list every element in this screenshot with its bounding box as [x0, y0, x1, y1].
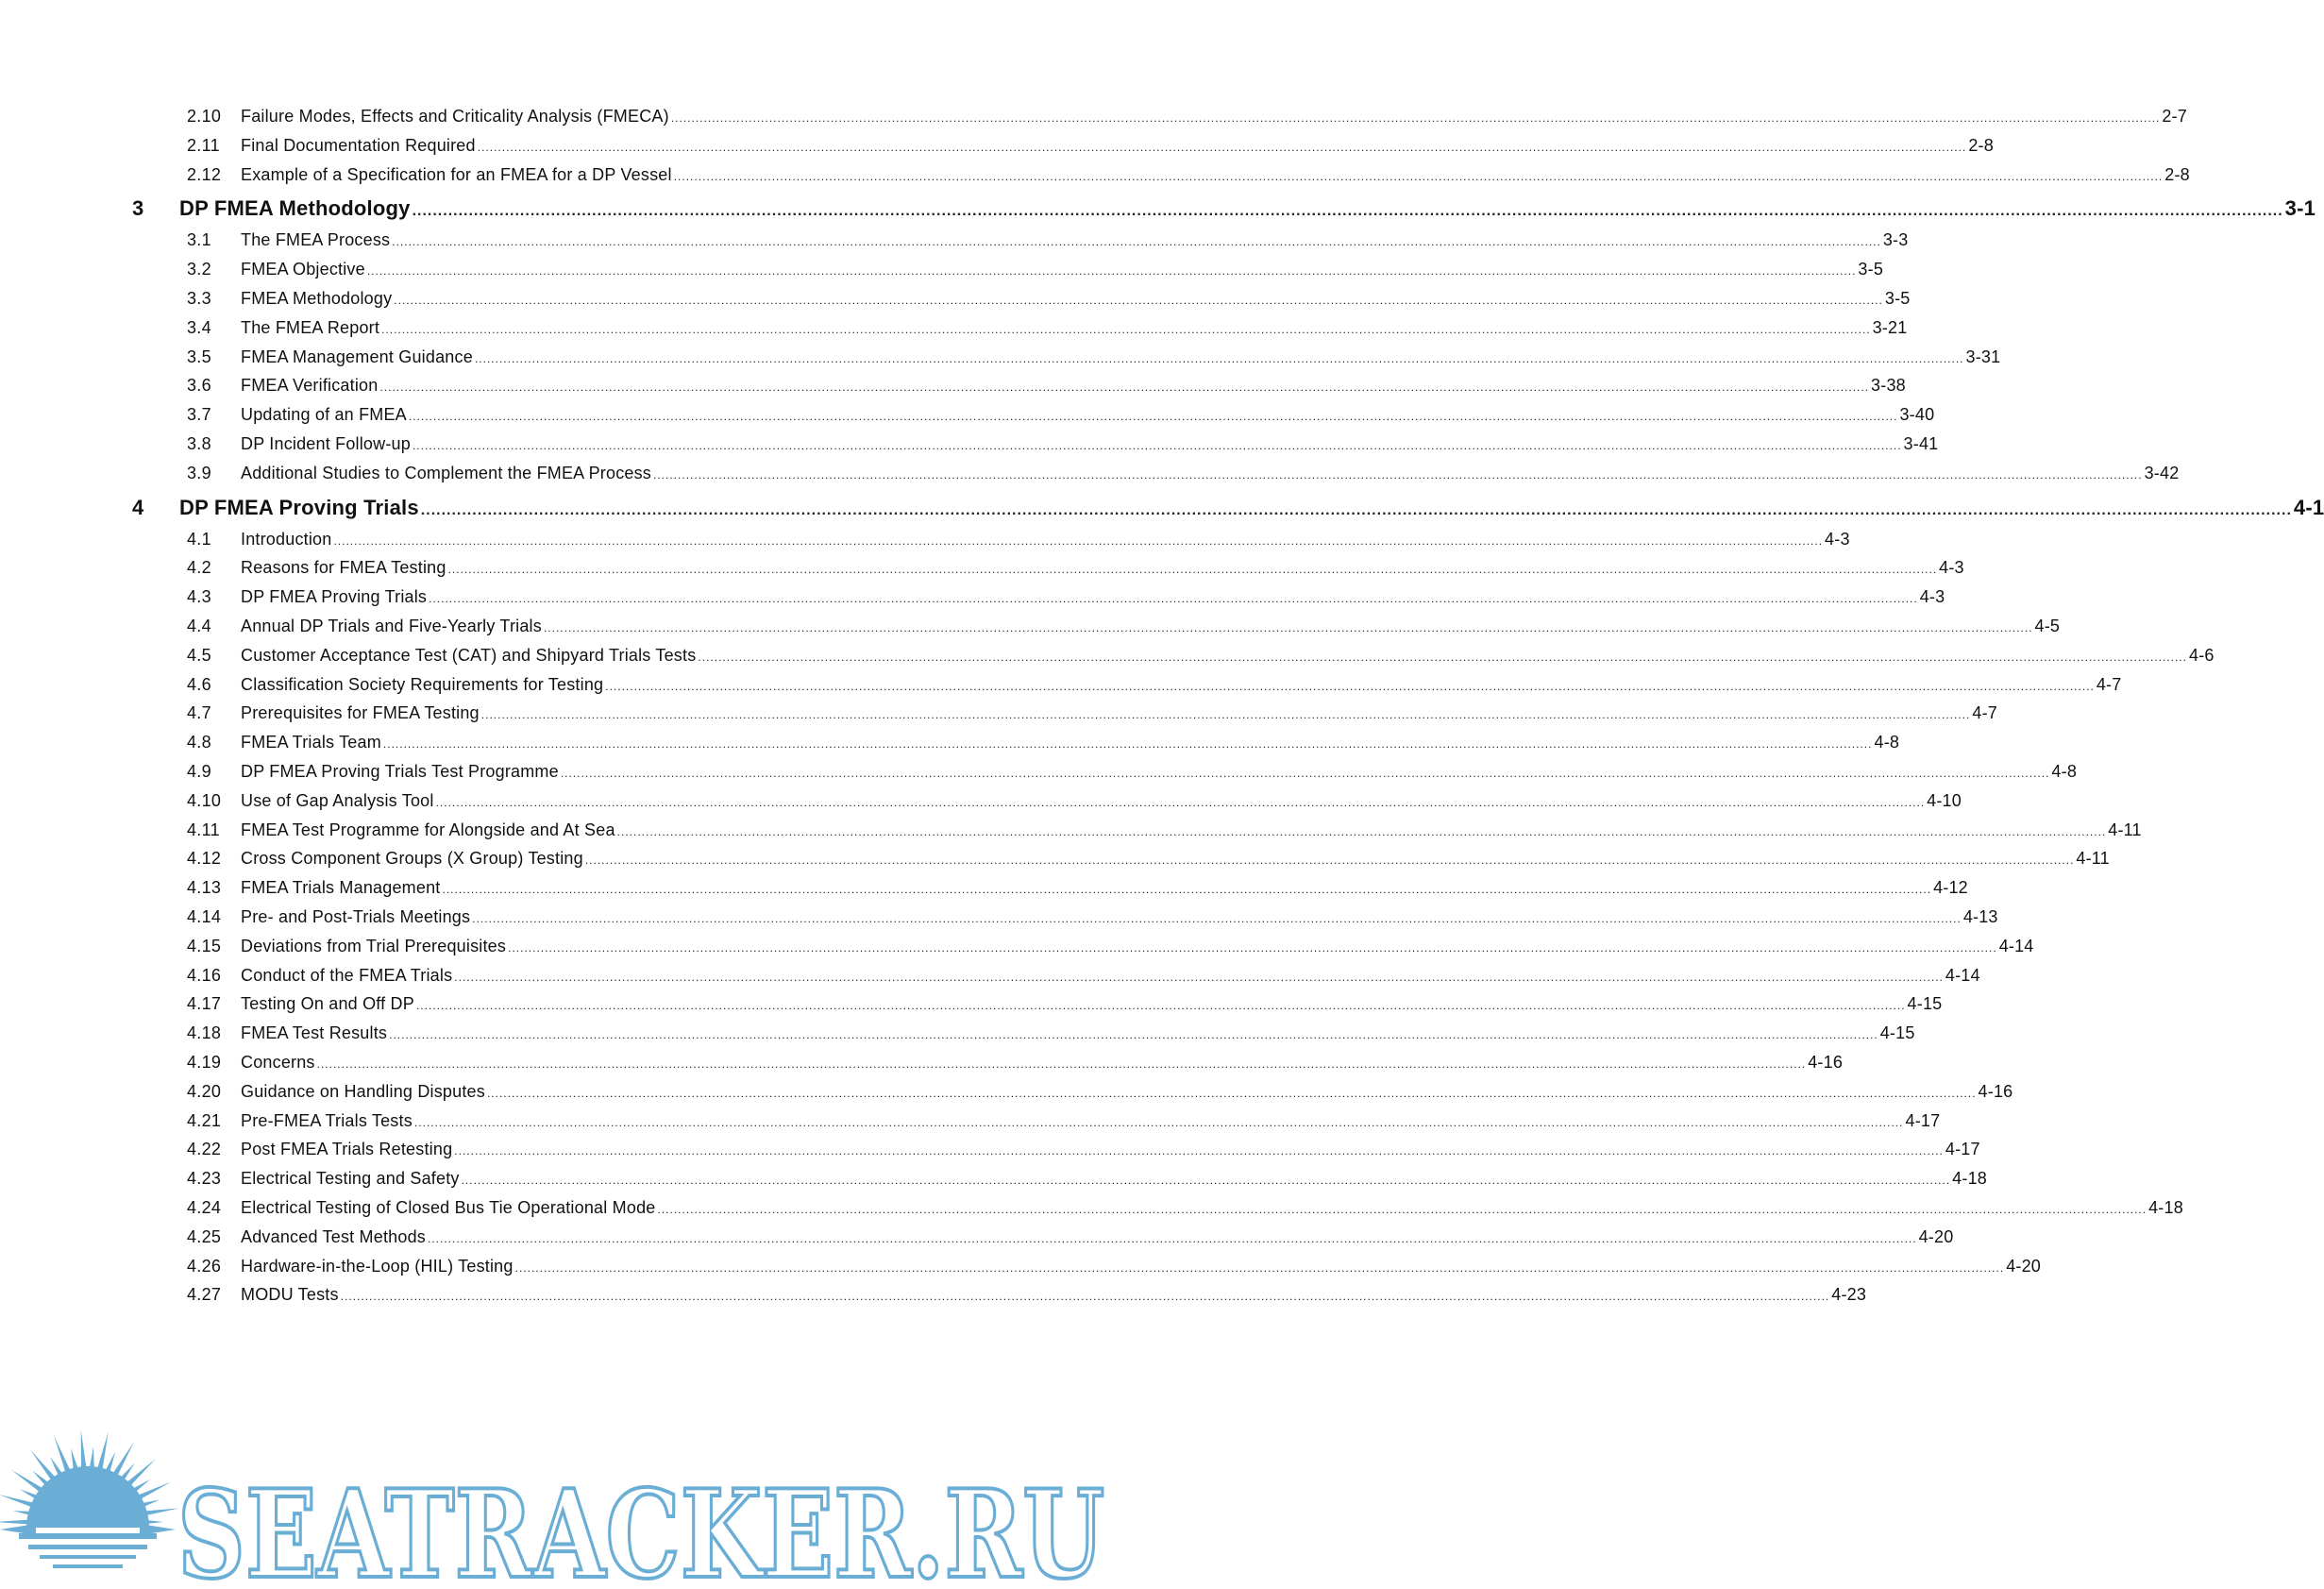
toc-number: 2.11: [187, 135, 220, 155]
toc-entry[interactable]: [0, 932, 2034, 960]
dot-leader: [317, 1050, 1807, 1078]
toc-title: Electrical Testing of Closed Bus Tie Operational Mode: [241, 1198, 656, 1217]
toc-number: 4.9: [187, 762, 211, 781]
toc-number: 3.3: [187, 289, 211, 308]
toc-title: FMEA Methodology: [241, 289, 393, 308]
toc-title: Failure Modes, Effects and Criticality Analysis (FMECA): [241, 107, 669, 126]
toc-page-number: 4-1: [2293, 495, 2324, 519]
toc-title-line: [241, 400, 1935, 429]
toc-number: 4.21: [187, 1110, 222, 1130]
toc-page-number: 4-16: [1978, 1081, 2013, 1101]
dot-leader: [333, 527, 1823, 555]
dot-leader: [515, 1254, 2005, 1282]
dot-leader: [379, 373, 1869, 401]
toc-entry[interactable]: [0, 459, 2180, 487]
dot-leader: [674, 162, 2164, 191]
toc-page-number: 4-15: [1879, 1023, 1915, 1043]
toc-entry[interactable]: [0, 313, 1908, 342]
toc-page-number: 4-3: [1919, 587, 1945, 607]
toc-title: Conduct of the FMEA Trials: [241, 965, 453, 985]
toc-page-number: 4-23: [1831, 1285, 1867, 1305]
watermark-logo: [0, 1416, 1123, 1589]
toc-page-number: 4-15: [1907, 994, 1943, 1014]
dot-leader: [698, 643, 2187, 671]
toc-chapter[interactable]: [0, 192, 2316, 226]
toc-title: Example of a Specification for an FMEA for a DP Vessel: [241, 164, 672, 184]
toc-entry[interactable]: [0, 1048, 1844, 1076]
toc-page-number: 3-3: [1882, 230, 1909, 250]
toc-number: 3.9: [187, 463, 211, 482]
dot-leader: [448, 555, 1938, 583]
dot-leader: [392, 228, 1881, 256]
toc-entry[interactable]: [0, 102, 2188, 130]
dot-leader: [383, 730, 1873, 758]
dot-leader: [389, 1021, 1878, 1049]
toc-title-line: [241, 612, 2061, 640]
toc-page-number: 4-17: [1905, 1110, 1941, 1130]
toc-page-number: 4-16: [1808, 1053, 1844, 1072]
toc-number: 4.17: [187, 994, 222, 1014]
toc-number: 4.7: [187, 703, 211, 723]
toc-number: 4: [132, 495, 144, 519]
dot-leader: [428, 1225, 1917, 1253]
toc-entry[interactable]: [0, 1223, 1954, 1251]
toc-title: FMEA Test Results: [241, 1023, 388, 1043]
toc-page-number: 2-8: [1968, 135, 1994, 155]
toc-entry[interactable]: [0, 1193, 2183, 1222]
toc-title: DP FMEA Proving Trials: [179, 495, 419, 519]
toc-number: 4.11: [187, 820, 220, 839]
toc-entry[interactable]: [0, 844, 2110, 872]
toc-title: Testing On and Off DP: [241, 994, 414, 1014]
toc-page-number: 4-3: [1939, 558, 1964, 578]
toc-entry[interactable]: [0, 553, 1964, 582]
toc-number: 4.14: [187, 907, 222, 926]
toc-title: Advanced Test Methods: [241, 1226, 426, 1246]
toc-entry[interactable]: [0, 670, 2122, 699]
toc-page-number: 4-6: [2188, 645, 2215, 665]
toc-title: Cross Component Groups (X Group) Testing: [241, 849, 583, 869]
toc-title-line: [241, 553, 1964, 582]
toc-title-line: [241, 430, 1939, 458]
toc-entry[interactable]: [0, 1280, 1867, 1309]
dot-leader: [658, 1195, 2147, 1224]
toc-page-number: 4-11: [2076, 849, 2110, 869]
toc-page-number: 4-14: [1945, 965, 1980, 985]
toc-page-number: 4-11: [2108, 820, 2142, 839]
toc-number: 4.1: [187, 529, 211, 549]
toc-title: Classification Society Requirements for Testing: [241, 674, 604, 694]
toc-title-line: [241, 102, 2188, 130]
toc-number: 4.19: [187, 1053, 222, 1072]
toc-title-line: [241, 816, 2142, 844]
toc-page-number: 4-14: [1998, 936, 2034, 955]
dot-leader: [653, 461, 2143, 489]
toc-title-line: [241, 641, 2215, 669]
toc-number: 4.24: [187, 1198, 222, 1217]
toc-entry[interactable]: [0, 400, 1935, 429]
dot-leader: [454, 1137, 1944, 1165]
toc-page-number: 3-40: [1899, 405, 1935, 425]
toc-page-number: 4-17: [1945, 1140, 1980, 1159]
toc-entry[interactable]: [0, 699, 1997, 727]
dot-leader: [472, 904, 1962, 933]
toc-entry[interactable]: [0, 525, 1850, 553]
toc-title: DP Incident Follow-up: [241, 434, 411, 453]
toc-number: 3.8: [187, 434, 211, 453]
toc-title-line: [179, 491, 2324, 525]
toc-number: 2.10: [187, 107, 222, 126]
toc-title: Guidance on Handling Disputes: [241, 1081, 485, 1101]
dot-leader: [487, 1079, 1977, 1107]
toc-title-line: [241, 284, 1911, 313]
toc-number: 4.16: [187, 965, 222, 985]
toc-entry[interactable]: [0, 641, 2215, 669]
toc-title: Final Documentation Required: [241, 135, 476, 155]
toc-number: 4.23: [187, 1169, 222, 1189]
toc-number: 3.6: [187, 376, 211, 396]
toc-page-number: 3-38: [1871, 376, 1906, 396]
toc-title-line: [241, 1107, 1941, 1135]
dot-leader: [341, 1282, 1830, 1310]
toc-title-line: [241, 583, 1945, 611]
toc-page-number: 4-3: [1825, 529, 1850, 549]
toc-page-number: 4-7: [1972, 703, 1997, 723]
toc-title: DP FMEA Methodology: [179, 196, 411, 221]
dot-leader: [585, 846, 2075, 874]
dot-leader: [671, 104, 2161, 132]
toc-page-number: 4-8: [1874, 733, 1900, 752]
toc-entry[interactable]: [0, 226, 1909, 254]
toc-page-number: 4-12: [1933, 878, 1968, 898]
dot-leader: [475, 345, 1964, 373]
toc-entry[interactable]: [0, 903, 1998, 931]
toc-page-number: 2-7: [2162, 107, 2188, 126]
toc-title: Deviations from Trial Prerequisites: [241, 936, 507, 955]
dot-leader: [414, 1108, 1904, 1137]
toc-entry[interactable]: [0, 255, 1884, 283]
dot-leader: [416, 991, 1906, 1020]
watermark-text: SEATRACKER.RU: [177, 1464, 1104, 1589]
toc-number: 4.18: [187, 1023, 222, 1043]
toc-page-number: 3-5: [1858, 260, 1884, 279]
toc-title: The FMEA Report: [241, 317, 380, 337]
toc-number: 4.4: [187, 617, 211, 635]
toc-title: Electrical Testing and Safety: [241, 1169, 460, 1189]
toc-entry[interactable]: [0, 757, 2078, 786]
toc-entry[interactable]: [0, 131, 1994, 160]
dot-leader: [442, 875, 1931, 904]
toc-entry[interactable]: [0, 371, 1906, 399]
toc-title-line: [241, 1223, 1954, 1251]
toc-number: 3.4: [187, 317, 211, 337]
dot-leader: [481, 701, 1971, 729]
toc-title-line: [241, 313, 1908, 342]
toc-entry[interactable]: [0, 343, 2001, 371]
toc-number: 4.20: [187, 1081, 222, 1101]
toc-entry[interactable]: [0, 1077, 2013, 1106]
toc-entry[interactable]: [0, 786, 1962, 815]
toc-entry[interactable]: [0, 583, 1945, 611]
toc-title-line: [241, 1048, 1844, 1076]
toc-number: 4.10: [187, 790, 222, 810]
toc-page-number: 3-42: [2144, 463, 2180, 482]
dot-leader: [605, 672, 2095, 701]
toc-number: 4.3: [187, 587, 211, 607]
toc-title: Pre-FMEA Trials Tests: [241, 1110, 413, 1130]
toc-number: 4.2: [187, 558, 211, 578]
toc-title-line: [241, 1280, 1867, 1309]
toc-number: 4.27: [187, 1285, 222, 1305]
dot-leader: [478, 133, 1967, 161]
toc-title: Prerequisites for FMEA Testing: [241, 703, 480, 723]
toc-title-line: [241, 343, 2001, 371]
toc-title: FMEA Trials Team: [241, 733, 381, 752]
toc-page-number: 4-8: [2051, 762, 2078, 781]
toc-title-line: [241, 670, 2122, 699]
dot-leader: [561, 759, 2050, 787]
toc-page-number: 3-5: [1884, 289, 1911, 308]
toc-page-number: 3-21: [1872, 317, 1908, 337]
toc-page-number: 4-20: [1918, 1226, 1954, 1246]
toc-number: 3: [132, 196, 144, 221]
toc-title: Annual DP Trials and Five-Yearly Trials: [241, 617, 542, 635]
toc-title-line: [241, 786, 1962, 815]
toc-entry[interactable]: [0, 816, 2142, 844]
toc-title: DP FMEA Proving Trials Test Programme: [241, 762, 559, 781]
toc-entry[interactable]: [0, 989, 1943, 1018]
toc-number: 4.22: [187, 1140, 222, 1159]
toc-entry[interactable]: [0, 612, 2061, 640]
toc-title: Hardware-in-the-Loop (HIL) Testing: [241, 1256, 514, 1276]
dot-leader: [367, 257, 1857, 285]
toc-page-number: 2-8: [2164, 164, 2190, 184]
toc-number: 4.5: [187, 645, 211, 665]
toc-title-line: [241, 161, 2190, 189]
dot-leader: [413, 431, 1902, 460]
toc-title: DP FMEA Proving Trials: [241, 587, 428, 607]
toc-page-number: 4-10: [1927, 790, 1962, 810]
toc-page-number: 3-31: [1965, 347, 2001, 366]
toc-title-line: [241, 1164, 1987, 1192]
toc-entry[interactable]: [0, 161, 2190, 189]
toc-title-line: [241, 728, 1900, 756]
toc-title-line: [241, 961, 1980, 989]
toc-title: Post FMEA Trials Retesting: [241, 1140, 453, 1159]
toc-title-line: [241, 1193, 2183, 1222]
toc-entry[interactable]: [0, 1135, 1980, 1163]
toc-number: 3.5: [187, 347, 211, 366]
toc-number: 2.12: [187, 164, 222, 184]
toc-entry[interactable]: [0, 873, 1968, 902]
toc-number: 3.2: [187, 260, 211, 279]
toc-title: MODU Tests: [241, 1285, 339, 1305]
toc-title-line: [241, 932, 2034, 960]
toc-page-number: 4-18: [2148, 1198, 2183, 1217]
toc-entry[interactable]: [0, 284, 1911, 313]
toc-title: Updating of an FMEA: [241, 405, 407, 425]
toc-entry[interactable]: [0, 430, 1939, 458]
toc-title: Customer Acceptance Test (CAT) and Shipyard Trials Tests: [241, 645, 697, 665]
toc-entry[interactable]: [0, 728, 1900, 756]
toc-entry[interactable]: [0, 1019, 1915, 1047]
dot-leader: [462, 1166, 1951, 1194]
toc-title-line: [241, 1019, 1915, 1047]
toc-number: 4.15: [187, 936, 222, 955]
toc-title: FMEA Trials Management: [241, 878, 441, 898]
toc-title: FMEA Verification: [241, 376, 379, 396]
toc-title: Reasons for FMEA Testing: [241, 558, 446, 578]
toc-entry[interactable]: [0, 1107, 1941, 1135]
toc-page-number: 4-13: [1962, 907, 1998, 926]
dot-leader: [413, 194, 2283, 228]
toc-page-number: 4-20: [2006, 1256, 2042, 1276]
toc-number: 4.25: [187, 1226, 222, 1246]
toc-title-line: [241, 903, 1998, 931]
toc-page-number: 4-7: [2096, 674, 2122, 694]
toc-entry[interactable]: [0, 961, 1980, 989]
dot-leader: [409, 402, 1898, 431]
toc-entry[interactable]: [0, 1164, 1987, 1192]
toc-number: 4.6: [187, 674, 211, 694]
toc-title-line: [241, 226, 1909, 254]
toc-title: FMEA Test Programme for Alongside and At Sea: [241, 820, 615, 839]
toc-title: Pre- and Post-Trials Meetings: [241, 907, 471, 926]
toc-title-line: [241, 459, 2180, 487]
toc-page-number: 4-5: [2034, 617, 2061, 635]
dot-leader: [429, 584, 1918, 613]
toc-entry[interactable]: [0, 1252, 2042, 1280]
toc-title-line: [241, 255, 1884, 283]
toc-title: FMEA Objective: [241, 260, 365, 279]
toc-title-line: [241, 844, 2110, 872]
dot-leader: [421, 494, 2292, 528]
toc-title-line: [241, 699, 1997, 727]
dot-leader: [508, 934, 1997, 962]
dot-leader: [381, 315, 1871, 344]
toc-number: 3.1: [187, 230, 211, 250]
toc-title: Introduction: [241, 529, 332, 549]
toc-page-number: 3-1: [2284, 196, 2316, 221]
dot-leader: [436, 788, 1926, 817]
dot-leader: [394, 286, 1883, 314]
toc-title-line: [241, 989, 1943, 1018]
toc-page-number: 4-18: [1952, 1169, 1987, 1189]
toc-title-line: [241, 1252, 2042, 1280]
toc-title: Concerns: [241, 1053, 315, 1072]
toc-title: Use of Gap Analysis Tool: [241, 790, 434, 810]
toc-chapter[interactable]: [0, 491, 2324, 525]
dot-leader: [617, 818, 2107, 846]
sun-icon: [0, 1429, 179, 1568]
toc-title-line: [241, 371, 1906, 399]
toc-title-line: [241, 1135, 1980, 1163]
toc-title-line: [241, 1077, 2013, 1106]
dot-leader: [544, 614, 2033, 642]
toc-number: 4.26: [187, 1256, 222, 1276]
toc-title: Additional Studies to Complement the FMEA Process: [241, 463, 652, 482]
toc-title-line: [241, 873, 1968, 902]
toc-title-line: [179, 192, 2316, 226]
toc-number: 4.13: [187, 878, 222, 898]
toc-number: 3.7: [187, 405, 211, 425]
toc-number: 4.8: [187, 733, 211, 752]
toc-title-line: [241, 131, 1994, 160]
toc-title: The FMEA Process: [241, 230, 391, 250]
toc-title-line: [241, 757, 2078, 786]
toc-title-line: [241, 525, 1850, 553]
toc-page-number: 3-41: [1903, 434, 1939, 453]
toc-title: FMEA Management Guidance: [241, 347, 473, 366]
toc-number: 4.12: [187, 849, 222, 869]
dot-leader: [454, 963, 1944, 991]
